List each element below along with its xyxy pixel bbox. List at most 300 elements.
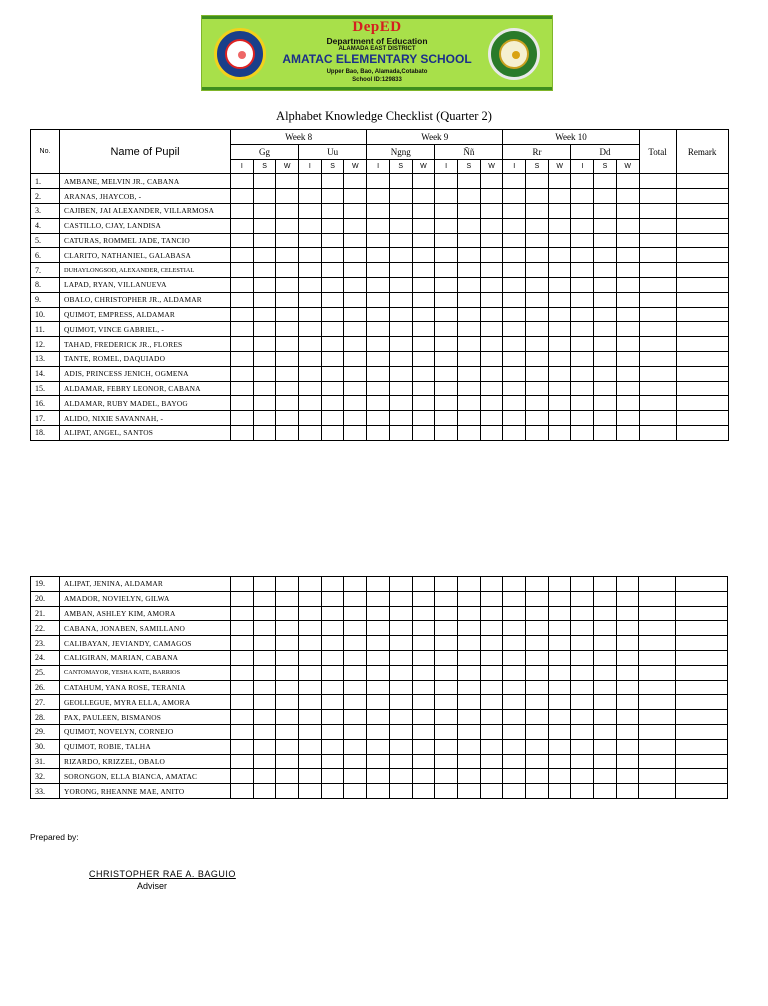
- col-header-letter: Gg: [231, 144, 299, 159]
- remark-cell: [676, 754, 728, 769]
- department-name: Department of Education: [326, 36, 428, 46]
- score-cell: [299, 381, 322, 396]
- score-cell: [367, 189, 390, 204]
- pupil-row: [31, 351, 729, 366]
- score-cell: [253, 263, 276, 278]
- score-cell: [321, 591, 344, 606]
- score-cell: [389, 322, 412, 337]
- score-cell: [231, 366, 254, 381]
- pupil-row: [31, 724, 728, 739]
- score-cell: [525, 710, 548, 725]
- page-title: Alphabet Knowledge Checklist (Quarter 2): [276, 109, 492, 123]
- score-cell: [616, 621, 639, 636]
- pupil-row: [31, 606, 728, 621]
- pupil-number: 5.: [31, 233, 60, 248]
- score-cell: [571, 366, 594, 381]
- total-cell: [639, 381, 676, 396]
- score-cell: [571, 754, 594, 769]
- score-cell: [367, 366, 390, 381]
- score-cell: [525, 739, 548, 754]
- score-cell: [276, 577, 299, 592]
- col-header-sub: I: [367, 159, 390, 174]
- score-cell: [525, 695, 548, 710]
- score-cell: [344, 724, 367, 739]
- col-header-total: Total: [639, 130, 676, 174]
- score-cell: [457, 366, 480, 381]
- pupil-row: [31, 337, 729, 352]
- score-cell: [344, 769, 367, 784]
- score-cell: [344, 577, 367, 592]
- score-cell: [231, 218, 254, 233]
- remark-cell: [676, 203, 728, 218]
- score-cell: [367, 769, 390, 784]
- pupil-name: QUIMOT, VINCE GABRIEL, -: [60, 322, 231, 337]
- pupil-row: [31, 665, 728, 680]
- prepared-by-label: Prepared by:: [30, 832, 79, 842]
- score-cell: [526, 337, 549, 352]
- score-cell: [253, 606, 276, 621]
- score-cell: [276, 292, 299, 307]
- pupil-name: AMBANE, MELVIN JR., CABANA: [60, 174, 231, 189]
- score-cell: [389, 680, 412, 695]
- score-cell: [389, 307, 412, 322]
- score-cell: [480, 322, 503, 337]
- score-cell: [299, 739, 322, 754]
- score-cell: [548, 292, 571, 307]
- col-header-sub: W: [344, 159, 367, 174]
- remark-cell: [676, 277, 728, 292]
- pupil-number: 19.: [31, 577, 60, 592]
- score-cell: [299, 710, 322, 725]
- score-cell: [344, 754, 367, 769]
- score-cell: [344, 425, 367, 440]
- score-cell: [616, 381, 639, 396]
- score-cell: [571, 695, 594, 710]
- score-cell: [435, 650, 458, 665]
- remark-cell: [676, 322, 728, 337]
- score-cell: [616, 277, 639, 292]
- pupil-row: [31, 425, 729, 440]
- score-cell: [526, 425, 549, 440]
- score-cell: [503, 754, 526, 769]
- total-cell: [639, 218, 676, 233]
- remark-cell: [676, 366, 728, 381]
- pupil-row: [31, 396, 729, 411]
- score-cell: [548, 248, 571, 263]
- total-cell: [639, 189, 676, 204]
- score-cell: [594, 218, 617, 233]
- score-cell: [571, 665, 594, 680]
- remark-cell: [676, 739, 728, 754]
- pupil-number: 33.: [31, 784, 60, 799]
- score-cell: [548, 724, 571, 739]
- score-cell: [367, 425, 390, 440]
- score-cell: [344, 665, 367, 680]
- score-cell: [231, 425, 254, 440]
- score-cell: [435, 322, 458, 337]
- score-cell: [299, 724, 322, 739]
- score-cell: [594, 292, 617, 307]
- score-cell: [616, 366, 639, 381]
- col-header-letter: Uu: [299, 144, 367, 159]
- score-cell: [321, 263, 344, 278]
- remark-cell: [676, 233, 728, 248]
- score-cell: [321, 233, 344, 248]
- total-cell: [639, 650, 676, 665]
- score-cell: [276, 650, 299, 665]
- score-cell: [435, 263, 458, 278]
- score-cell: [344, 411, 367, 426]
- score-cell: [389, 381, 412, 396]
- score-cell: [548, 425, 571, 440]
- total-cell: [639, 174, 676, 189]
- score-cell: [594, 650, 617, 665]
- score-cell: [231, 203, 254, 218]
- pupil-number: 8.: [31, 277, 60, 292]
- score-cell: [503, 277, 526, 292]
- score-cell: [594, 754, 617, 769]
- score-cell: [594, 351, 617, 366]
- score-cell: [367, 218, 390, 233]
- score-cell: [616, 396, 639, 411]
- score-cell: [526, 366, 549, 381]
- score-cell: [231, 174, 254, 189]
- score-cell: [525, 769, 548, 784]
- score-cell: [480, 381, 503, 396]
- score-cell: [253, 396, 276, 411]
- pupil-name: CAJIBEN, JAI ALEXANDER, VILLARMOSA: [60, 203, 231, 218]
- score-cell: [231, 381, 254, 396]
- score-cell: [253, 680, 276, 695]
- total-cell: [639, 724, 676, 739]
- pupil-number: 30.: [31, 739, 60, 754]
- score-cell: [344, 621, 367, 636]
- total-cell: [639, 665, 676, 680]
- total-cell: [639, 292, 676, 307]
- score-cell: [389, 292, 412, 307]
- score-cell: [594, 769, 617, 784]
- pupil-number: 24.: [31, 650, 60, 665]
- col-header-sub: I: [503, 159, 526, 174]
- pupil-name: ALDAMAR, RUBY MADEL, BAYOG: [60, 396, 231, 411]
- pupil-number: 7.: [31, 263, 60, 278]
- score-cell: [457, 189, 480, 204]
- score-cell: [344, 351, 367, 366]
- pupil-name: QUIMOT, ROBIE, TALHA: [60, 739, 231, 754]
- score-cell: [321, 351, 344, 366]
- score-cell: [276, 411, 299, 426]
- score-cell: [412, 411, 435, 426]
- score-cell: [367, 754, 390, 769]
- score-cell: [548, 322, 571, 337]
- score-cell: [299, 203, 322, 218]
- score-cell: [594, 322, 617, 337]
- score-cell: [253, 366, 276, 381]
- score-cell: [299, 680, 322, 695]
- pupil-row: [31, 695, 728, 710]
- score-cell: [616, 665, 639, 680]
- score-cell: [548, 366, 571, 381]
- score-cell: [276, 337, 299, 352]
- score-cell: [321, 665, 344, 680]
- score-cell: [389, 784, 412, 799]
- score-cell: [616, 606, 639, 621]
- pupil-row: [31, 366, 729, 381]
- pupil-number: 17.: [31, 411, 60, 426]
- score-cell: [457, 739, 480, 754]
- pupil-number: 12.: [31, 337, 60, 352]
- score-cell: [276, 263, 299, 278]
- pupil-row: [31, 680, 728, 695]
- total-cell: [639, 739, 676, 754]
- score-cell: [571, 710, 594, 725]
- col-header-week: Week 9: [367, 130, 503, 145]
- score-cell: [299, 396, 322, 411]
- score-cell: [389, 174, 412, 189]
- pupil-name: AMADOR, NOVIELYN, GILWA: [60, 591, 231, 606]
- score-cell: [253, 724, 276, 739]
- score-cell: [389, 724, 412, 739]
- score-cell: [367, 665, 390, 680]
- score-cell: [367, 381, 390, 396]
- score-cell: [321, 203, 344, 218]
- score-cell: [321, 739, 344, 754]
- score-cell: [367, 174, 390, 189]
- score-cell: [231, 636, 254, 651]
- score-cell: [253, 381, 276, 396]
- score-cell: [412, 665, 435, 680]
- pupil-number: 25.: [31, 665, 60, 680]
- remark-cell: [676, 680, 728, 695]
- score-cell: [367, 396, 390, 411]
- score-cell: [321, 396, 344, 411]
- score-cell: [276, 606, 299, 621]
- pupil-name: DUHAYLONGSOD, ALEXANDER, CELESTIAL: [60, 263, 231, 278]
- pupil-row: [31, 591, 728, 606]
- score-cell: [276, 322, 299, 337]
- score-cell: [412, 248, 435, 263]
- score-cell: [389, 337, 412, 352]
- score-cell: [412, 739, 435, 754]
- score-cell: [571, 292, 594, 307]
- score-cell: [616, 263, 639, 278]
- score-cell: [616, 784, 639, 799]
- score-cell: [526, 189, 549, 204]
- score-cell: [526, 174, 549, 189]
- score-cell: [321, 636, 344, 651]
- col-header-letter: Dd: [571, 144, 639, 159]
- score-cell: [457, 577, 480, 592]
- score-cell: [457, 769, 480, 784]
- score-cell: [321, 695, 344, 710]
- pupil-number: 26.: [31, 680, 60, 695]
- score-cell: [548, 577, 571, 592]
- score-cell: [548, 263, 571, 278]
- score-cell: [231, 769, 254, 784]
- score-cell: [412, 636, 435, 651]
- score-cell: [480, 769, 503, 784]
- score-cell: [594, 248, 617, 263]
- score-cell: [571, 277, 594, 292]
- school-seal-icon: [214, 28, 266, 80]
- score-cell: [389, 710, 412, 725]
- score-cell: [276, 754, 299, 769]
- score-cell: [457, 636, 480, 651]
- score-cell: [480, 218, 503, 233]
- remark-cell: [676, 665, 728, 680]
- score-cell: [457, 710, 480, 725]
- score-cell: [231, 650, 254, 665]
- score-cell: [231, 322, 254, 337]
- score-cell: [503, 351, 526, 366]
- score-cell: [344, 218, 367, 233]
- col-header-sub: S: [526, 159, 549, 174]
- score-cell: [367, 307, 390, 322]
- score-cell: [457, 411, 480, 426]
- score-cell: [412, 218, 435, 233]
- score-cell: [367, 277, 390, 292]
- remark-cell: [676, 248, 728, 263]
- total-cell: [639, 411, 676, 426]
- score-cell: [457, 263, 480, 278]
- pupil-number: 23.: [31, 636, 60, 651]
- pupil-number: 20.: [31, 591, 60, 606]
- total-cell: [639, 322, 676, 337]
- score-cell: [480, 577, 503, 592]
- score-cell: [457, 665, 480, 680]
- remark-cell: [676, 606, 728, 621]
- score-cell: [253, 248, 276, 263]
- score-cell: [276, 739, 299, 754]
- score-cell: [367, 739, 390, 754]
- score-cell: [321, 307, 344, 322]
- remark-cell: [676, 218, 728, 233]
- score-cell: [389, 650, 412, 665]
- total-cell: [639, 636, 676, 651]
- score-cell: [299, 769, 322, 784]
- score-cell: [594, 784, 617, 799]
- remark-cell: [676, 381, 728, 396]
- total-cell: [639, 396, 676, 411]
- score-cell: [571, 577, 594, 592]
- pupil-name: ADIS, PRINCESS JENICH, OGMENA: [60, 366, 231, 381]
- score-cell: [571, 396, 594, 411]
- score-cell: [276, 203, 299, 218]
- score-cell: [276, 680, 299, 695]
- score-cell: [435, 591, 458, 606]
- score-cell: [457, 621, 480, 636]
- score-cell: [276, 695, 299, 710]
- score-cell: [548, 411, 571, 426]
- score-cell: [457, 396, 480, 411]
- score-cell: [276, 784, 299, 799]
- score-cell: [435, 203, 458, 218]
- score-cell: [480, 351, 503, 366]
- pupil-row: [31, 263, 729, 278]
- score-cell: [231, 710, 254, 725]
- score-cell: [412, 577, 435, 592]
- score-cell: [548, 650, 571, 665]
- score-cell: [344, 739, 367, 754]
- score-cell: [389, 233, 412, 248]
- score-cell: [299, 591, 322, 606]
- score-cell: [594, 665, 617, 680]
- score-cell: [616, 769, 639, 784]
- pupil-number: 28.: [31, 710, 60, 725]
- score-cell: [503, 710, 526, 725]
- score-cell: [594, 307, 617, 322]
- score-cell: [435, 425, 458, 440]
- score-cell: [480, 337, 503, 352]
- score-cell: [457, 322, 480, 337]
- score-cell: [253, 203, 276, 218]
- score-cell: [571, 425, 594, 440]
- score-cell: [389, 636, 412, 651]
- score-cell: [480, 591, 503, 606]
- score-cell: [367, 724, 390, 739]
- score-cell: [344, 784, 367, 799]
- score-cell: [594, 425, 617, 440]
- score-cell: [299, 174, 322, 189]
- score-cell: [412, 769, 435, 784]
- col-header-sub: W: [548, 159, 571, 174]
- score-cell: [480, 710, 503, 725]
- score-cell: [548, 739, 571, 754]
- score-cell: [525, 754, 548, 769]
- score-cell: [321, 710, 344, 725]
- col-header-sub: I: [231, 159, 254, 174]
- score-cell: [344, 174, 367, 189]
- score-cell: [503, 739, 526, 754]
- score-cell: [503, 307, 526, 322]
- score-cell: [594, 263, 617, 278]
- total-cell: [639, 425, 676, 440]
- score-cell: [526, 292, 549, 307]
- pupil-name: TANTE, ROMEL, DAQUIADO: [60, 351, 231, 366]
- score-cell: [480, 739, 503, 754]
- score-cell: [594, 203, 617, 218]
- score-cell: [344, 695, 367, 710]
- score-cell: [548, 396, 571, 411]
- score-cell: [321, 606, 344, 621]
- total-cell: [639, 769, 676, 784]
- score-cell: [594, 189, 617, 204]
- pupil-number: 6.: [31, 248, 60, 263]
- remark-cell: [676, 425, 728, 440]
- score-cell: [616, 174, 639, 189]
- score-cell: [594, 577, 617, 592]
- score-cell: [571, 263, 594, 278]
- score-cell: [548, 337, 571, 352]
- pupil-number: 27.: [31, 695, 60, 710]
- pupil-number: 14.: [31, 366, 60, 381]
- score-cell: [231, 337, 254, 352]
- score-cell: [253, 307, 276, 322]
- score-cell: [480, 680, 503, 695]
- total-cell: [639, 680, 676, 695]
- score-cell: [412, 307, 435, 322]
- score-cell: [299, 695, 322, 710]
- score-cell: [412, 322, 435, 337]
- score-cell: [457, 784, 480, 799]
- score-cell: [367, 263, 390, 278]
- pupil-name: LAPAD, RYAN, VILLANUEVA: [60, 277, 231, 292]
- pupil-number: 1.: [31, 174, 60, 189]
- score-cell: [253, 425, 276, 440]
- score-cell: [389, 769, 412, 784]
- pupil-name: SORONGON, ELLA BIANCA, AMATAC: [60, 769, 231, 784]
- score-cell: [457, 425, 480, 440]
